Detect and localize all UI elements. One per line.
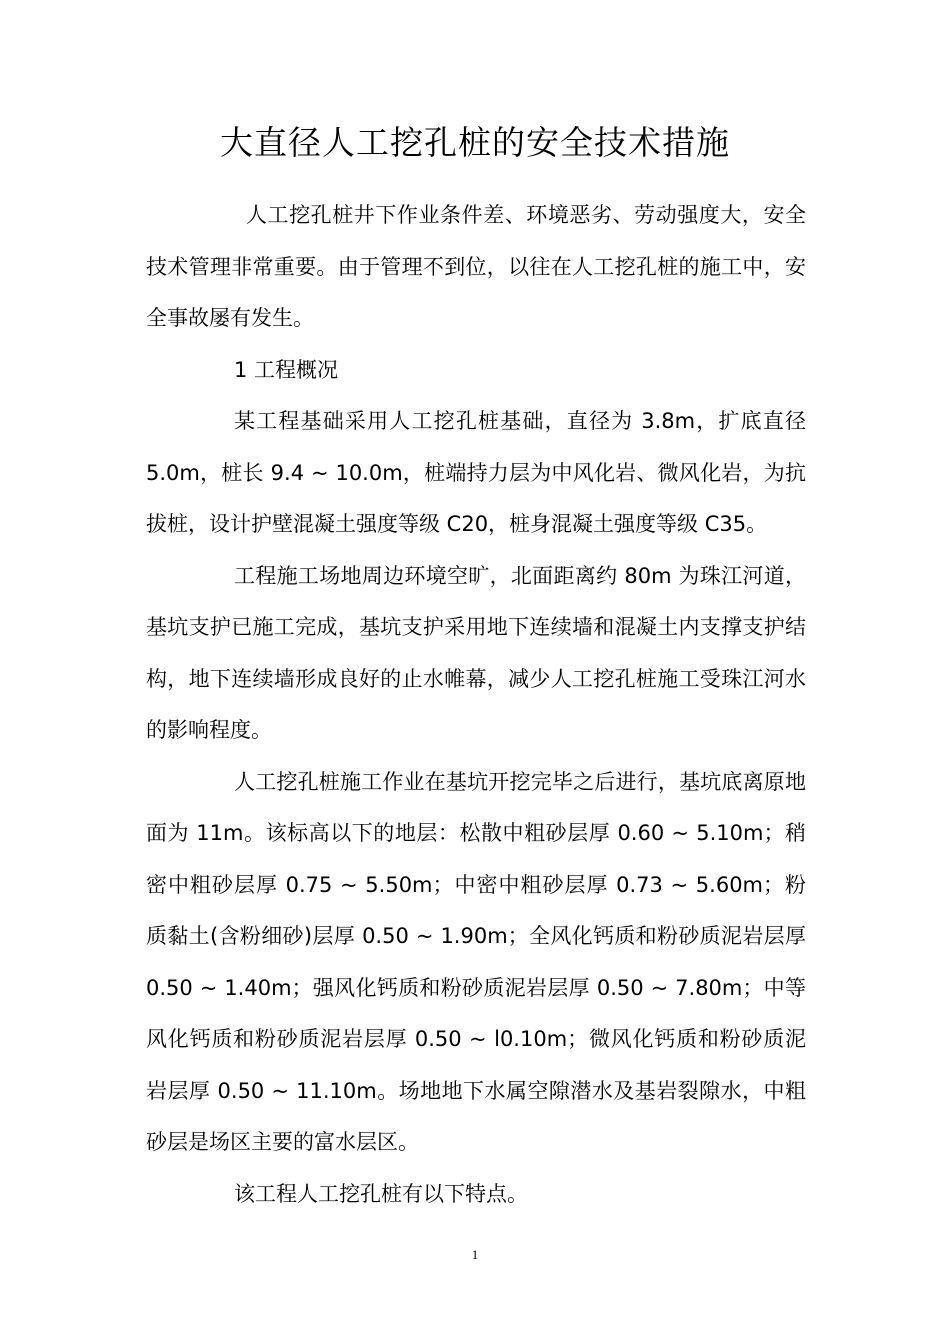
section-heading: 1 工程概况 [234,357,339,382]
document-title: 大直径人工挖孔桩的安全技术措施 [220,123,730,162]
paragraph-strata: 人工挖孔桩施工作业在基坑开挖完毕之后进行，基坑底离原地面为 11m。该标高以下的地层：松散中粗砂层厚 0.60 ~ 5.10m；稍密中粗砂层厚 0.75 ~ 5.50m；中密中粗砂层厚 0.73 ~ 5.60m；粉质黏土(含粉细砂)层厚 0.50 ~ 1.90m；全风化钙质和粉砂质泥岩层厚 0.50 ~ 1.40m；强风化钙质和粉砂质泥岩层厚 0.50 ~ 7.80m；中等风化钙质和粉砂质泥岩层厚 0.50 ~ l0.10m；微风化钙质和粉砂质泥岩层厚 0.50 ~ 11.10m。场地地下水属空隙潜水及基岩裂隙水，中粗砂层是场区主要的富水层区。 [146,769,806,1154]
paragraph-site: 工程施工场地周边环境空旷，北面距离约 80m 为珠江河道，基坑支护已施工完成，基坑支护采用地下连续墙和混凝土内支撑支护结构，地下连续墙形成良好的止水帷幕，减少人工挖孔桩施工受珠江河水的影响程度。 [146,563,806,742]
paragraph-intro: 人工挖孔桩井下作业条件差、环境恶劣、劳动强度大，安全技术管理非常重要。由于管理不到位，以往在人工挖孔桩的施工中，安全事故屡有发生。 [146,203,806,330]
document-body [146,190,806,1220]
paragraph-foundation: 某工程基础采用人工挖孔桩基础，直径为 3.8m，扩底直径 5.0m，桩长 9.4 ~ 10.0m，桩端持力层为中风化岩、微风化岩，为抗拔桩，设计护壁混凝土强度等级 C20，桩身混凝土强度等级 C35。 [146,409,806,536]
paragraph-features: 该工程人工挖孔桩有以下特点。 [234,1181,528,1206]
page-number: 1 [471,1247,479,1262]
